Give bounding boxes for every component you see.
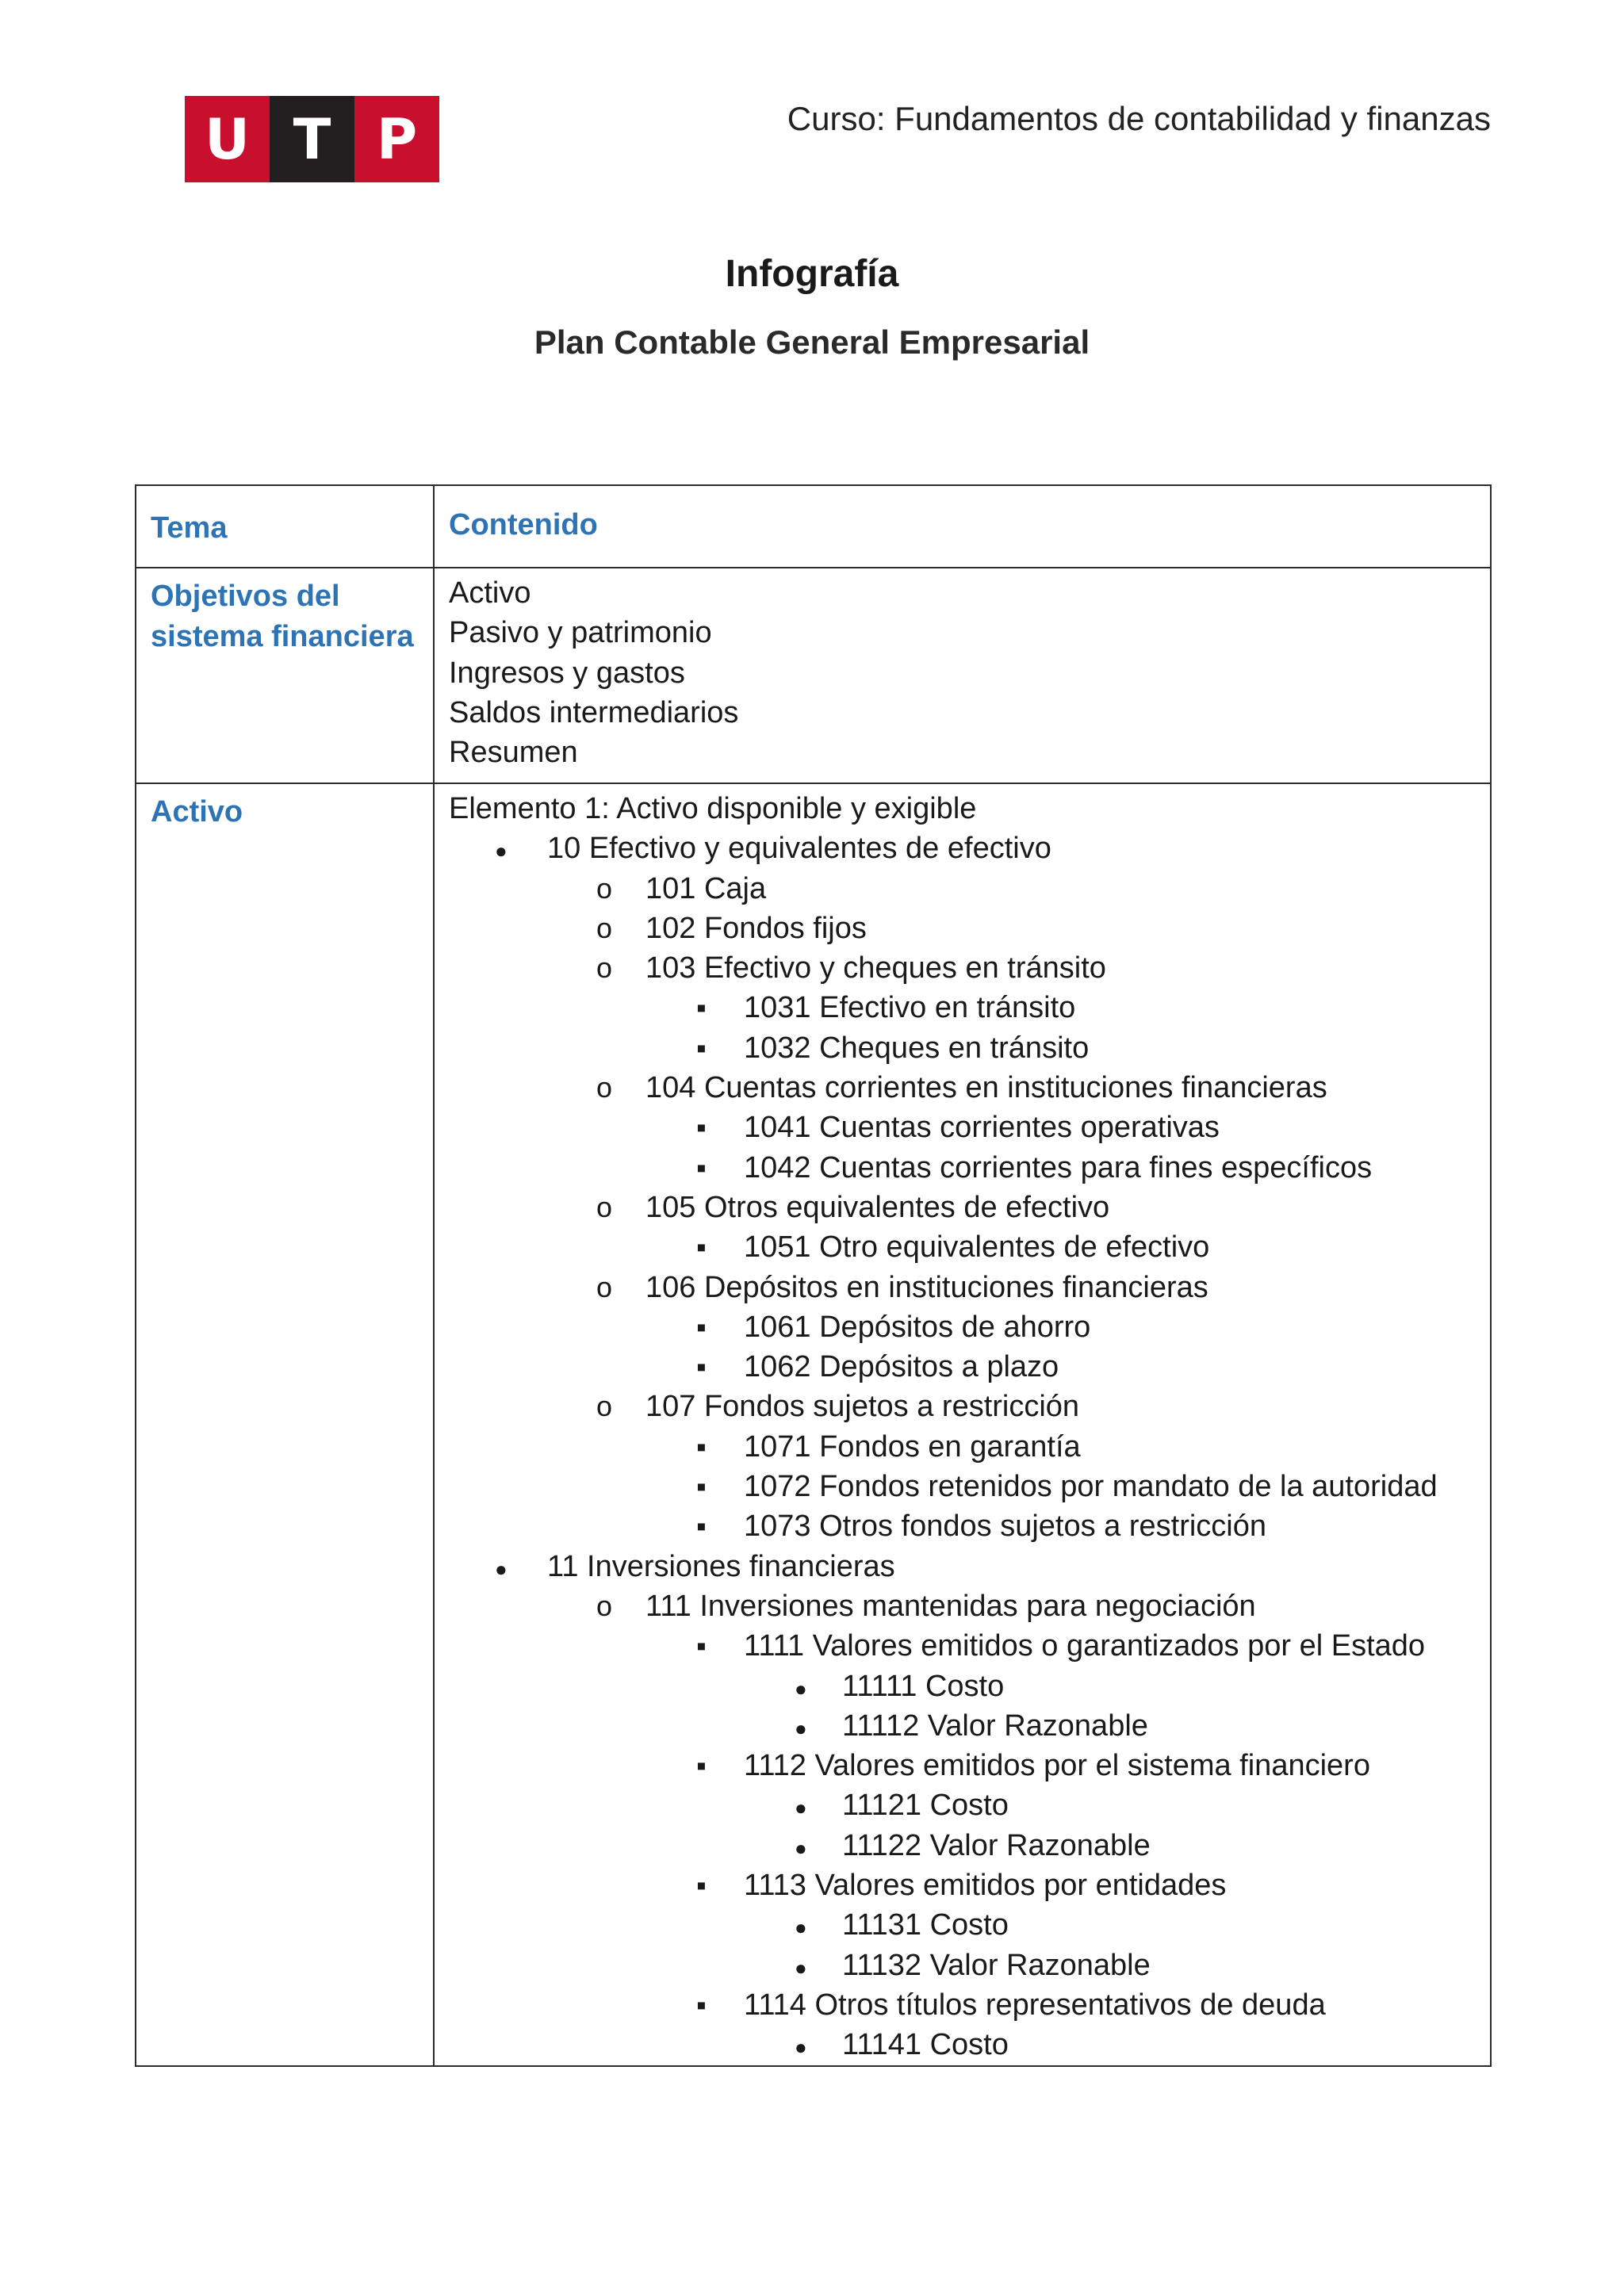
account-line: [449, 1667, 1477, 1706]
account-line: [449, 1307, 1477, 1347]
bullet-icon: [596, 869, 612, 909]
content-table: [135, 484, 1492, 2067]
account-line: [449, 1227, 1477, 1267]
account-line: [449, 1946, 1477, 1985]
objective-item: Ingresos y gastos: [449, 656, 685, 690]
account-line: [449, 1905, 1477, 1945]
tema-objectives: Objetivos del sistema financiera: [151, 580, 414, 653]
account-text: 10 Efectivo y equivalentes de efectivo: [547, 832, 1051, 866]
account-line: [449, 1188, 1477, 1227]
account-list: [449, 789, 1477, 2065]
account-text: 11111 Costo: [842, 1669, 1005, 1703]
logo-letter-u: U: [185, 96, 270, 182]
bullet-icon: [795, 1946, 807, 1988]
account-text: 111 Inversiones mantenidas para negociación: [645, 1589, 1256, 1623]
tema-cell-objectives: [136, 568, 434, 783]
bullet-icon: [795, 1706, 807, 1748]
account-line: [449, 1467, 1477, 1506]
account-text: 106 Depósitos en instituciones financieras: [645, 1270, 1208, 1304]
account-line: [449, 1746, 1477, 1785]
bullet-icon: [696, 1347, 707, 1387]
account-line: [449, 1148, 1477, 1188]
bullet-icon: [596, 948, 612, 988]
content-cell-objectives: [434, 568, 1491, 783]
bullet-icon: [795, 2025, 807, 2067]
account-text: 107 Fondos sujetos a restricción: [645, 1390, 1080, 1424]
bullet-icon: [596, 909, 612, 948]
account-text: 11132 Valor Razonable: [842, 1948, 1151, 1982]
account-text: 104 Cuentas corrientes en instituciones financieras: [645, 1071, 1327, 1105]
tema-cell-activo: [136, 783, 434, 2066]
account-line: [449, 1547, 1477, 1586]
bullet-icon: [596, 1068, 612, 1108]
account-line: [449, 1506, 1477, 1546]
account-text: 1071 Fondos en garantía: [744, 1429, 1081, 1464]
account-line: [449, 789, 1477, 828]
objective-item: Saldos intermediarios: [449, 695, 739, 729]
bullet-icon: [696, 1148, 707, 1188]
objective-item: Pasivo y patrimonio: [449, 616, 712, 650]
account-text: 1041 Cuentas corrientes operativas: [744, 1111, 1220, 1145]
bullet-icon: [596, 1268, 612, 1307]
account-line: [449, 1268, 1477, 1307]
account-line: [449, 988, 1477, 1027]
account-line: [449, 948, 1477, 988]
account-text: 101 Caja: [645, 871, 767, 905]
account-text: 1072 Fondos retenidos por mandato de la autoridad: [744, 1470, 1438, 1504]
header-cell-contenido: [434, 485, 1491, 568]
account-text: 1042 Cuentas corrientes para fines específicos: [744, 1150, 1373, 1184]
logo-letter-t: T: [270, 96, 354, 182]
account-text: 1031 Efectivo en tránsito: [744, 991, 1076, 1025]
table-row-objectives: [136, 568, 1491, 783]
account-line: [449, 1347, 1477, 1387]
account-line: [449, 1626, 1477, 1666]
account-line: [449, 828, 1477, 868]
account-line: [449, 1068, 1477, 1108]
account-text: 1073 Otros fondos sujetos a restricción: [744, 1510, 1267, 1544]
account-line: [449, 1586, 1477, 1626]
bullet-icon: [696, 1746, 707, 1785]
bullet-icon: [596, 1387, 612, 1426]
objective-item: Resumen: [449, 736, 578, 770]
account-line: [449, 1826, 1477, 1866]
bullet-icon: [696, 1427, 707, 1467]
bullet-icon: [596, 1188, 612, 1227]
account-text: 11121 Costo: [842, 1789, 1009, 1823]
account-text: 105 Otros equivalentes de efectivo: [645, 1190, 1110, 1224]
bullet-icon: [696, 1108, 707, 1147]
utp-logo: [185, 96, 439, 182]
account-text: 1051 Otro equivalentes de efectivo: [744, 1230, 1210, 1265]
account-text: 11112 Valor Razonable: [842, 1709, 1148, 1743]
account-line: [449, 1985, 1477, 2025]
account-text: 11 Inversiones financieras: [547, 1549, 895, 1583]
account-line: [449, 1108, 1477, 1147]
bullet-icon: [696, 1626, 707, 1666]
bullet-icon: [696, 1307, 707, 1347]
account-line: [449, 869, 1477, 909]
account-text: 1112 Valores emitidos por el sistema financiero: [744, 1749, 1370, 1783]
account-line: [449, 1866, 1477, 1905]
account-line: [449, 1028, 1477, 1068]
account-line: [449, 1387, 1477, 1426]
account-text: 11141 Costo: [842, 2028, 1009, 2062]
account-line: [449, 909, 1477, 948]
bullet-icon: [795, 1667, 807, 1709]
course-name: Curso: Fundamentos de contabilidad y finanzas: [787, 100, 1491, 137]
bullet-icon: [696, 1028, 707, 1068]
bullet-icon: [795, 1785, 807, 1827]
page-title: Infografía: [725, 253, 899, 295]
bullet-icon: [795, 1905, 807, 1947]
header-cell-tema: [136, 485, 434, 568]
bullet-icon: [696, 1985, 707, 2025]
bullet-icon: [495, 828, 508, 871]
header-tema: Tema: [151, 511, 228, 545]
account-text: 1062 Depósitos a plazo: [744, 1350, 1059, 1384]
account-text: 1114 Otros títulos representativos de deuda: [744, 1988, 1326, 2022]
bullet-icon: [696, 1866, 707, 1905]
account-line: [449, 2025, 1477, 2064]
table-row-activo: [136, 783, 1491, 2066]
account-line: [449, 1706, 1477, 1746]
account-text: 11122 Valor Razonable: [842, 1828, 1151, 1862]
account-text: 11131 Costo: [842, 1908, 1009, 1942]
content-cell-activo: [434, 783, 1491, 2066]
account-line: [449, 1427, 1477, 1467]
bullet-icon: [495, 1547, 508, 1589]
logo-letter-p: P: [354, 96, 439, 182]
account-text: 1032 Cheques en tránsito: [744, 1031, 1090, 1065]
account-text: 1113 Valores emitidos por entidades: [744, 1869, 1227, 1903]
account-line: [449, 1785, 1477, 1825]
bullet-icon: [795, 1826, 807, 1868]
account-text: 102 Fondos fijos: [645, 911, 867, 945]
tema-activo: Activo: [151, 795, 243, 828]
objective-item: Activo: [449, 576, 531, 610]
bullet-icon: [696, 988, 707, 1027]
account-text: 103 Efectivo y cheques en tránsito: [645, 951, 1106, 985]
table-header-row: [136, 485, 1491, 568]
account-text: 1061 Depósitos de ahorro: [744, 1310, 1091, 1344]
bullet-icon: [696, 1227, 707, 1267]
header-contenido: Contenido: [449, 508, 598, 541]
bullet-icon: [696, 1506, 707, 1546]
account-text: Elemento 1: Activo disponible y exigible: [449, 792, 977, 825]
account-text: 1111 Valores emitidos o garantizados por el Estado: [744, 1629, 1426, 1663]
bullet-icon: [596, 1586, 612, 1626]
page-subtitle: Plan Contable General Empresarial: [534, 323, 1090, 361]
bullet-icon: [696, 1467, 707, 1506]
